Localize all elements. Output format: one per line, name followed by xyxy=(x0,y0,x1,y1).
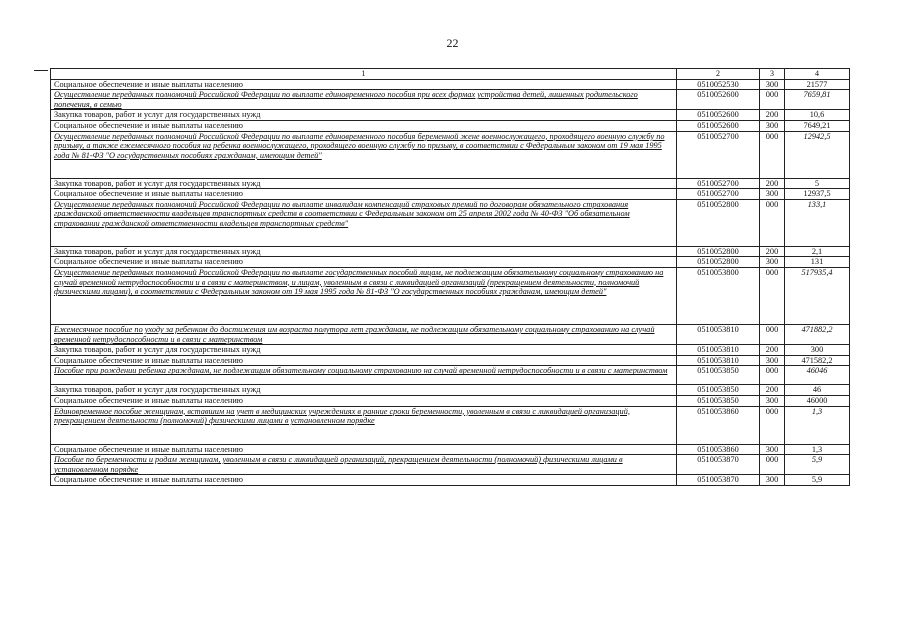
table-row xyxy=(51,366,850,385)
row-code-cell: 0510052530 xyxy=(677,79,760,90)
row-value-cell: 471582,2 xyxy=(785,355,850,366)
row-name-cell: Закупка товаров, работ и услуг для государственных нужд xyxy=(51,385,677,396)
row-code-cell: 0510052800 xyxy=(677,199,760,246)
row-value-cell: 21577 xyxy=(785,79,850,90)
table-header-row xyxy=(51,69,850,80)
budget-table xyxy=(50,68,850,486)
row-name-cell: Осуществление переданных полномочий Российской Федерации по выплате инвалидам компенсаций страховых премий по договорам обязательного страхования гражданской ответственности владельцев транспортных средств в соответствии с Федеральным законом от 25 апреля 2002 года № 40-ФЗ "Об обязательном страховании гражданской ответственности владельцев транспортных средств" xyxy=(51,199,677,246)
table-row xyxy=(51,189,850,200)
row-code-cell: 0510053850 xyxy=(677,366,760,385)
table-row xyxy=(51,110,850,121)
row-kvr-cell: 300 xyxy=(760,355,785,366)
row-kvr-cell: 200 xyxy=(760,178,785,189)
row-code-cell: 0510052600 xyxy=(677,90,760,110)
row-value-cell: 300 xyxy=(785,345,850,356)
table-row xyxy=(51,120,850,131)
row-name-cell: Осуществление переданных полномочий Российской Федерации по выплате государственных пособий лицам, не подлежащим обязательному социальному страхованию на случай временной нетрудоспособности и в связи с материнством, и лицам, уволенным в связи с ликвидацией организаций (прекращением деятельности, полномочий физическими лицами), в соответствии с Федеральным законом от 19 мая 1995 года № 81-ФЗ "О государственных пособиях гражданам, имеющим детей" xyxy=(51,267,677,324)
row-name-cell: Пособие при рождении ребенка гражданам, не подлежащим обязательному социальному страхованию на случай временной нетрудоспособности и в связи с материнством xyxy=(51,366,677,385)
table-row xyxy=(51,178,850,189)
row-value-cell: 5,9 xyxy=(785,455,850,475)
table-row xyxy=(51,475,850,486)
row-name-cell: Закупка товаров, работ и услуг для государственных нужд xyxy=(51,178,677,189)
row-code-cell: 0510053800 xyxy=(677,267,760,324)
table-row xyxy=(51,455,850,475)
row-kvr-cell: 200 xyxy=(760,385,785,396)
row-value-cell: 517935,4 xyxy=(785,267,850,324)
row-value-cell: 1,3 xyxy=(785,444,850,455)
column-header-code: 2 xyxy=(677,69,760,80)
table-row xyxy=(51,199,850,246)
row-kvr-cell: 300 xyxy=(760,79,785,90)
row-name-cell: Закупка товаров, работ и услуг для государственных нужд xyxy=(51,110,677,121)
row-name-cell: Осуществление переданных полномочий Российской Федерации по выплате единовременного пособия беременной жене военнослужащего, проходящего военную службу по призыву, а также ежемесячного пособия на ребенка военнослужащего, проходящего военную службу по призыву, в соответствии с Федеральным законом от 19 мая 1995 года № 81-ФЗ "О государственных пособиях гражданам, имеющим детей" xyxy=(51,131,677,178)
row-kvr-cell: 300 xyxy=(760,189,785,200)
row-kvr-cell: 000 xyxy=(760,131,785,178)
row-value-cell: 5 xyxy=(785,178,850,189)
table-row xyxy=(51,385,850,396)
row-value-cell: 10,6 xyxy=(785,110,850,121)
table-row xyxy=(51,90,850,110)
row-value-cell: 7649,21 xyxy=(785,120,850,131)
table-row xyxy=(51,131,850,178)
row-name-cell: Закупка товаров, работ и услуг для государственных нужд xyxy=(51,246,677,257)
row-code-cell: 0510053810 xyxy=(677,355,760,366)
row-name-cell: Осуществление переданных полномочий Российской Федерации по выплате единовременного пособия при всех формах устройства детей, лишенных родительского попечения, в семью xyxy=(51,90,677,110)
row-value-cell: 46046 xyxy=(785,366,850,385)
row-value-cell: 133,1 xyxy=(785,199,850,246)
table-row xyxy=(51,267,850,324)
column-header-name: 1 xyxy=(51,69,677,80)
row-value-cell: 1,3 xyxy=(785,406,850,444)
row-value-cell: 46000 xyxy=(785,395,850,406)
row-name-cell: Социальное обеспечение и иные выплаты населению xyxy=(51,189,677,200)
table-row xyxy=(51,246,850,257)
row-code-cell: 0510053860 xyxy=(677,406,760,444)
row-name-cell: Ежемесячное пособие по уходу за ребенком до достижения им возраста полутора лет гражданам, не подлежащим обязательному социальному страхованию на случай временной нетрудоспособности и в связи с материнством xyxy=(51,324,677,344)
row-code-cell: 0510053860 xyxy=(677,444,760,455)
table-row xyxy=(51,345,850,356)
row-kvr-cell: 300 xyxy=(760,475,785,486)
row-value-cell: 5,9 xyxy=(785,475,850,486)
row-code-cell: 0510053870 xyxy=(677,475,760,486)
row-code-cell: 0510053810 xyxy=(677,324,760,344)
row-kvr-cell: 200 xyxy=(760,246,785,257)
row-name-cell: Социальное обеспечение и иные выплаты населению xyxy=(51,444,677,455)
row-kvr-cell: 300 xyxy=(760,120,785,131)
row-code-cell: 0510052700 xyxy=(677,189,760,200)
row-code-cell: 0510052800 xyxy=(677,246,760,257)
row-value-cell: 2,1 xyxy=(785,246,850,257)
row-kvr-cell: 000 xyxy=(760,324,785,344)
row-name-cell: Социальное обеспечение и иные выплаты населению xyxy=(51,395,677,406)
row-value-cell: 46 xyxy=(785,385,850,396)
column-header-value: 4 xyxy=(785,69,850,80)
table-row xyxy=(51,444,850,455)
row-kvr-cell: 000 xyxy=(760,90,785,110)
row-value-cell: 471882,2 xyxy=(785,324,850,344)
row-code-cell: 0510053850 xyxy=(677,395,760,406)
table-row xyxy=(51,406,850,444)
row-code-cell: 0510052600 xyxy=(677,110,760,121)
row-kvr-cell: 000 xyxy=(760,366,785,385)
row-value-cell: 7659,81 xyxy=(785,90,850,110)
row-code-cell: 0510052800 xyxy=(677,257,760,268)
table-row xyxy=(51,79,850,90)
table-row xyxy=(51,355,850,366)
row-kvr-cell: 000 xyxy=(760,267,785,324)
row-name-cell: Социальное обеспечение и иные выплаты населению xyxy=(51,475,677,486)
row-name-cell: Социальное обеспечение и иные выплаты населению xyxy=(51,257,677,268)
column-header-kvr: 3 xyxy=(760,69,785,80)
table-row xyxy=(51,324,850,344)
row-kvr-cell: 200 xyxy=(760,110,785,121)
table-row xyxy=(51,257,850,268)
page-number: 22 xyxy=(446,36,459,50)
row-kvr-cell: 300 xyxy=(760,395,785,406)
row-name-cell: Единовременное пособие женщинам, вставшим на учет в медицинских учреждениях в ранние сроки беременности, уволенным в связи с ликвидацией организаций, прекращением деятельности (полномочий) физическими лицами в установленном порядке xyxy=(51,406,677,444)
row-value-cell: 131 xyxy=(785,257,850,268)
row-code-cell: 0510053870 xyxy=(677,455,760,475)
row-kvr-cell: 000 xyxy=(760,406,785,444)
row-value-cell: 12937,5 xyxy=(785,189,850,200)
table-row xyxy=(51,395,850,406)
row-code-cell: 0510052700 xyxy=(677,178,760,189)
margin-dash-mark xyxy=(34,70,48,71)
row-name-cell: Пособие по беременности и родам женщинам, уволенным в связи с ликвидацией организаций, прекращением деятельности (полномочий) физическими лицами в установленном порядке xyxy=(51,455,677,475)
row-kvr-cell: 000 xyxy=(760,199,785,246)
row-code-cell: 0510052700 xyxy=(677,131,760,178)
row-name-cell: Социальное обеспечение и иные выплаты населению xyxy=(51,355,677,366)
row-code-cell: 0510052600 xyxy=(677,120,760,131)
row-kvr-cell: 200 xyxy=(760,345,785,356)
row-kvr-cell: 000 xyxy=(760,455,785,475)
row-name-cell: Закупка товаров, работ и услуг для государственных нужд xyxy=(51,345,677,356)
row-name-cell: Социальное обеспечение и иные выплаты населению xyxy=(51,79,677,90)
row-kvr-cell: 300 xyxy=(760,257,785,268)
row-code-cell: 0510053810 xyxy=(677,345,760,356)
row-value-cell: 12942,5 xyxy=(785,131,850,178)
row-name-cell: Социальное обеспечение и иные выплаты населению xyxy=(51,120,677,131)
row-code-cell: 0510053850 xyxy=(677,385,760,396)
row-kvr-cell: 300 xyxy=(760,444,785,455)
